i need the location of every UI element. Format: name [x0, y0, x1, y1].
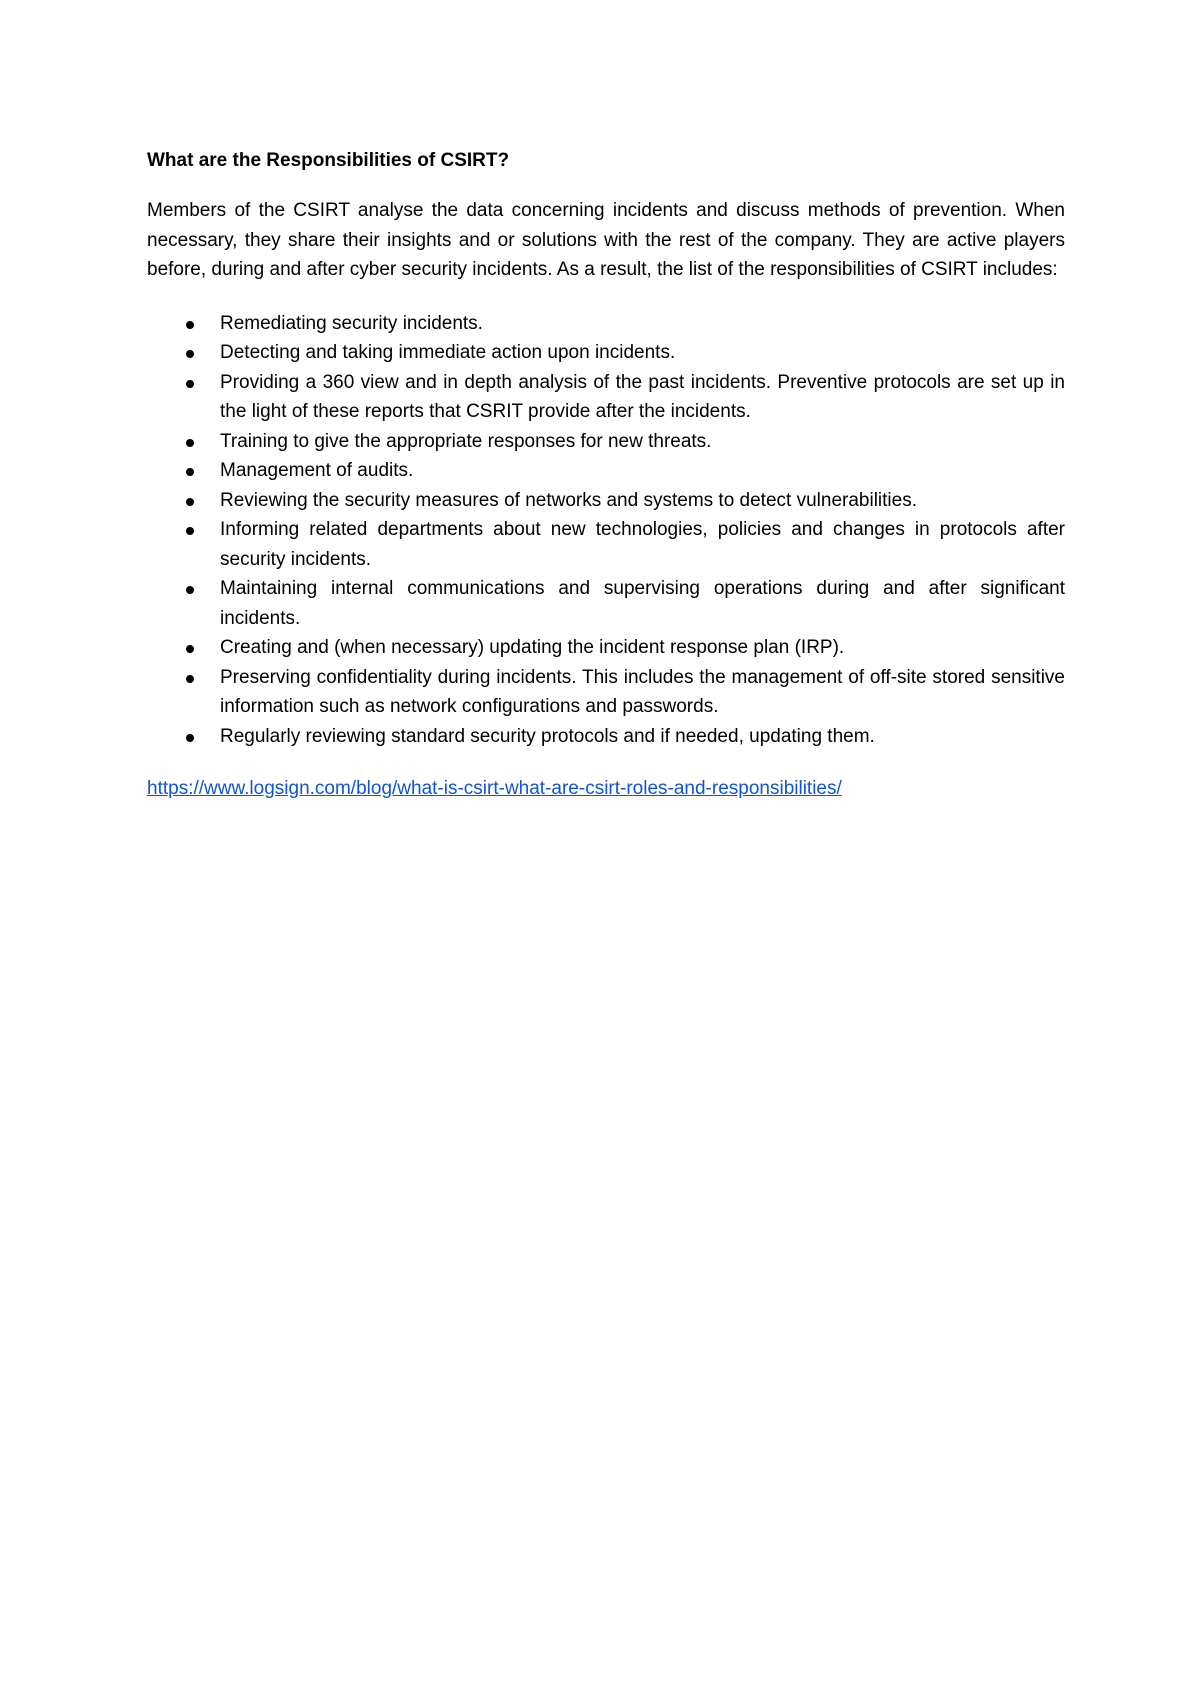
document-page: [147, 146, 1065, 803]
bullet-icon: [186, 350, 194, 358]
responsibilities-list: [147, 309, 1065, 752]
list-item: [147, 633, 1065, 663]
bullet-icon: [186, 527, 194, 535]
list-item-text: Creating and (when necessary) updating the incident response plan (IRP).: [220, 637, 845, 658]
bullet-icon: [186, 380, 194, 388]
list-item-text: Remediating security incidents.: [220, 312, 483, 334]
list-item-text: Detecting and taking immediate action upon incidents.: [220, 342, 676, 363]
list-item: [147, 427, 1065, 457]
section-heading: What are the Responsibilities of CSIRT?: [147, 150, 510, 171]
bullet-icon: [186, 734, 194, 742]
list-item: [147, 515, 1065, 574]
list-item: [147, 574, 1065, 633]
list-item: [147, 663, 1065, 722]
list-item-text: Providing a 360 view and in depth analysis of the past incidents. Preventive protocols are set up in the light of these reports that CSRIT provide after the incidents.: [220, 371, 1065, 422]
intro-paragraph: Members of the CSIRT analyse the data concerning incidents and discuss methods of prevention. When necessary, they share their insights and or solutions with the rest of the company. They are active players before, during and after cyber security incidents. As a result, the list of the responsibilities of CSIRT includes:: [147, 200, 1065, 280]
bullet-icon: [186, 468, 194, 476]
list-item-text: Training to give the appropriate responses for new threats.: [220, 430, 712, 452]
bullet-icon: [186, 498, 194, 506]
list-item: [147, 309, 1065, 339]
list-item: [147, 368, 1065, 427]
list-item: [147, 456, 1065, 486]
list-item: [147, 338, 1065, 368]
list-item: [147, 722, 1065, 752]
source-link[interactable]: https://www.logsign.com/blog/what-is-csirt-what-are-csirt-roles-and-responsibilities/: [147, 778, 842, 799]
list-item: [147, 486, 1065, 516]
bullet-icon: [186, 321, 194, 329]
bullet-icon: [186, 439, 194, 447]
list-item-text: Management of audits.: [220, 460, 414, 481]
list-item-text: Informing related departments about new technologies, policies and changes in protocols after security incidents.: [220, 519, 1065, 570]
bullet-icon: [186, 586, 194, 594]
bullet-icon: [186, 675, 194, 683]
list-item-text: Reviewing the security measures of networks and systems to detect vulnerabilities.: [220, 489, 917, 511]
bullet-icon: [186, 645, 194, 653]
list-item-text: Regularly reviewing standard security protocols and if needed, updating them.: [220, 725, 875, 747]
list-item-text: Maintaining internal communications and supervising operations during and after significant incidents.: [220, 578, 1065, 629]
list-item-text: Preserving confidentiality during incidents. This includes the management of off-site stored sensitive information such as network configurations and passwords.: [220, 666, 1065, 717]
